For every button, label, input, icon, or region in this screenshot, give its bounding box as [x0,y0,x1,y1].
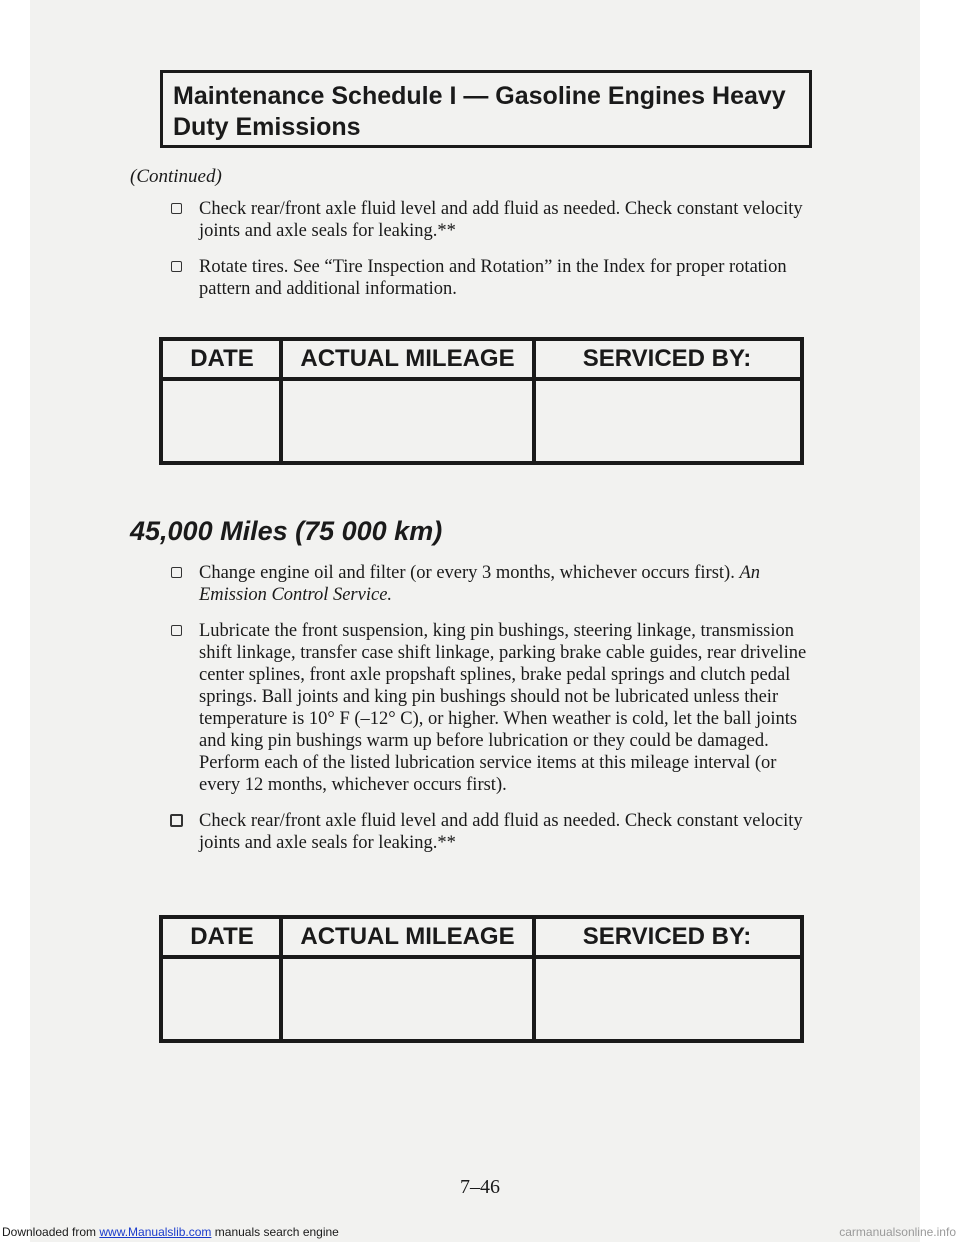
column-header-date: DATE [190,345,254,372]
checkbox[interactable] [171,567,182,578]
table-header-row [163,919,800,959]
page-title-line1: Maintenance Schedule I — Gasoline Engines Heavy [173,82,786,110]
download-footer [0,1222,960,1242]
checklist-item-text: Check rear/front axle fluid level and add fluid as needed. Check constant velocity joints and axle seals for leaking.** [199,811,803,853]
checklist-item-text: Rotate tires. See “Tire Inspection and Rotation” in the Index for proper rotation pattern and additional information. [199,257,787,299]
manualslib-link[interactable]: www.Manualslib.com [99,1225,212,1239]
column-divider [532,919,536,1039]
checkbox[interactable] [171,261,182,272]
checkbox[interactable] [171,625,182,636]
checklist-item-text: Lubricate the front suspension, king pin bushings, steering linkage, transmission shift linkage, transfer case shift linkage, parking brake cable guides, rear driveline center splines, front axle propshaft splines, brake pedal springs and clutch pedal springs. Ball joints and king pin bushings should not be lubricated unless their temperature is 10° F (–12° C), or higher. When weather is cold, let the ball joints and king pin bushings warm up before lubrication or they could be damaged. Perform each of the listed lubrication service items at this mileage interval (or every 12 months, whichever occurs first). [199,621,807,795]
emission-service-note: An Emission Control Service. [199,563,761,605]
column-header-date: DATE [190,923,254,950]
page-title-line2: Duty Emissions [173,113,361,141]
checklist-item [170,256,820,300]
service-record-table [159,915,804,1043]
column-header-mileage: ACTUAL MILEAGE [300,923,515,950]
column-divider [532,341,536,461]
checkbox[interactable] [171,203,182,214]
checklist-item [170,198,820,242]
checklist-item-text: Check rear/front axle fluid level and add fluid as needed. Check constant velocity joints and axle seals for leaking.** [199,199,803,241]
page-number: 7–46 [460,1176,500,1198]
column-divider [279,919,283,1039]
column-header-serviced-by: SERVICED BY: [582,923,752,950]
column-header-serviced-by: SERVICED BY: [582,345,752,372]
checklist-continued [170,198,820,314]
checklist-item-text: Change engine oil and filter (or every 3 months, whichever occurs first). [199,563,740,583]
footer-suffix: manuals search engine [211,1225,339,1239]
section-header-box [160,70,812,148]
continued-label: (Continued) [130,166,222,187]
footer-prefix: Downloaded from [2,1225,100,1239]
watermark: carmanualsonline.info [839,1225,956,1239]
column-header-mileage: ACTUAL MILEAGE [300,345,515,372]
checkbox[interactable] [170,814,183,827]
checklist-item [170,620,820,796]
checklist-item [170,810,820,854]
table-header-row [163,341,800,381]
column-divider [279,341,283,461]
service-record-table [159,337,804,465]
mileage-section-heading: 45,000 Miles (75 000 km) [130,516,443,546]
footer-source [2,1222,339,1242]
checklist-item [170,562,820,606]
checklist-45000 [170,562,820,868]
